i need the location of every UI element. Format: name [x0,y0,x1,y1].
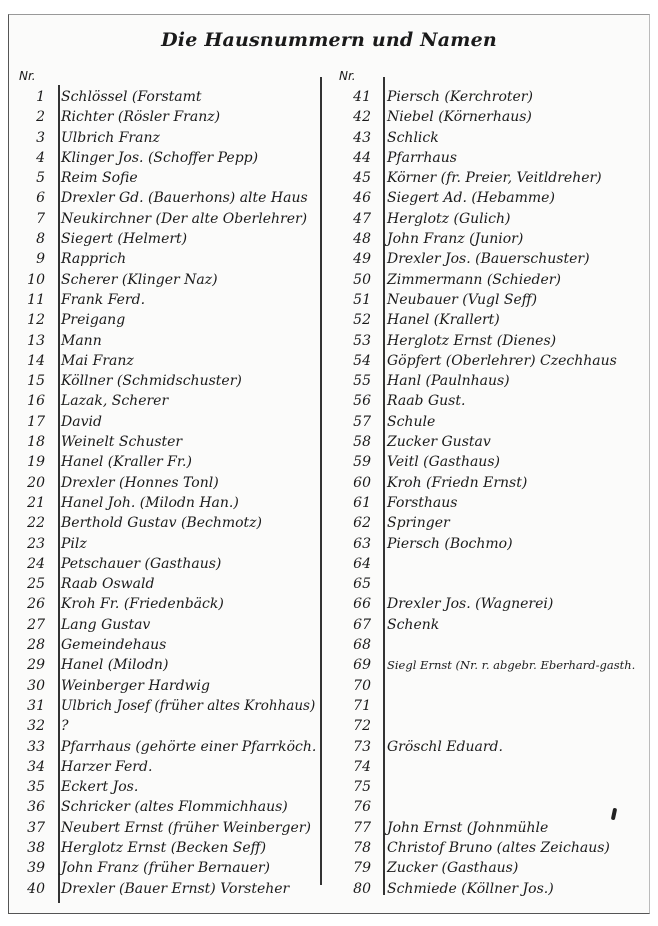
house-number: 13 [27,332,45,349]
house-number: 70 [353,677,371,694]
house-name: Lang Gustav [61,616,151,633]
house-name: Ulbrich Franz [61,129,160,146]
house-name: Köllner (Schmidschuster) [61,373,242,390]
house-name: Kroh Fr. (Friedenbäck) [61,596,224,613]
house-number: 51 [353,291,371,308]
house-name: Hanel Joh. (Milodn Han.) [61,494,239,511]
house-number: 35 [27,779,45,796]
house-number: 28 [27,637,45,654]
house-name: Drexler (Bauer Ernst) Vorsteher [61,880,290,897]
house-number: 64 [353,555,371,572]
house-number: 14 [27,352,45,369]
house-number: 80 [353,880,371,897]
house-name: Lazak, Scherer [61,393,169,410]
house-number: 41 [353,89,371,105]
house-name: Herglotz Ernst (Dienes) [387,332,557,349]
right-number-divider [383,77,385,895]
house-number: 8 [36,231,45,248]
house-number: 63 [353,535,371,552]
house-number: 45 [353,170,371,187]
house-name: Neubert Ernst (früher Weinberger) [61,819,311,836]
house-number: 19 [27,454,45,471]
house-number: 18 [27,434,45,451]
house-number: 56 [353,393,371,410]
house-name: Siegert (Helmert) [61,231,188,248]
house-number: 10 [27,271,45,288]
house-number: 50 [353,271,371,288]
house-number: 37 [27,819,45,836]
house-number: 68 [353,637,371,654]
house-number: 40 [27,880,45,897]
house-name: Schlick [387,129,439,146]
house-name: Zimmermann (Schieder) [387,271,561,288]
house-name: John Franz (Junior) [387,231,524,248]
house-name: Harzer Ferd. [61,758,153,775]
house-name: Christof Bruno (altes Zeichaus) [387,839,610,856]
house-number: 79 [353,860,371,877]
house-number: 25 [27,576,45,593]
house-number: 71 [353,697,371,714]
house-number: 29 [27,657,45,674]
house-name: Frank Ferd. [61,291,146,308]
document-frame [8,14,650,914]
house-number: 4 [36,149,45,166]
nr-header-left: Nr. [19,69,36,83]
house-name: Richter (Rösler Franz) [61,109,221,126]
house-number: 72 [353,718,371,735]
house-number: 55 [353,373,371,390]
house-number: 67 [353,616,371,633]
house-name: Drexler Jos. (Bauerschuster) [387,251,590,268]
house-number: 9 [36,251,45,268]
house-name: Piersch (Bochmo) [387,535,513,552]
house-name: Hanel (Kraller Fr.) [61,454,192,471]
nr-header-right: Nr. [339,69,356,83]
house-number: 62 [353,515,371,532]
house-number: 43 [353,129,371,146]
house-number: 20 [27,474,45,491]
house-number: 60 [353,474,371,491]
house-number: 3 [36,129,45,146]
house-number: 59 [353,454,371,471]
house-number: 49 [353,251,371,268]
house-name: Piersch (Kerchroter) [387,89,533,105]
house-number: 2 [36,109,45,126]
house-name: Schlössel (Forstamt [61,89,202,105]
house-name: Eckert Jos. [61,779,139,796]
house-name: Zucker Gustav [387,434,491,451]
house-name: Hanel (Milodn) [61,657,169,674]
house-name: Berthold Gustav (Bechmotz) [61,515,263,532]
house-number: 31 [27,697,45,714]
house-name: Niebel (Körnerhaus) [387,109,532,126]
house-number: 65 [353,576,371,593]
house-number: 24 [27,555,45,572]
house-number: 26 [27,596,45,613]
house-name: Hanel (Krallert) [387,312,500,329]
house-name: Mann [61,332,102,349]
house-name: Hanl (Paulnhaus) [387,373,510,390]
house-name: Scherer (Klinger Naz) [61,271,218,288]
house-name: Neukirchner (Der alte Oberlehrer) [61,210,308,227]
house-name: Drexler Gd. (Bauerhons) alte Haus [61,190,308,207]
house-number: 12 [27,312,45,329]
house-name: Pilz [61,535,87,552]
house-number: 48 [353,231,371,248]
house-number: 74 [353,758,371,775]
house-name: Siegl Ernst (Nr. r. abgebr. Eberhard-gasth. [387,658,636,673]
house-number: 76 [353,799,371,816]
house-name: Gröschl Eduard. [387,738,503,755]
house-number: 47 [353,210,371,227]
house-number: 27 [27,616,45,633]
house-number: 58 [353,434,371,451]
house-number: 73 [353,738,371,755]
house-number: 66 [353,596,371,613]
house-name: Körner (fr. Preier, Veitldreher) [387,170,602,187]
house-number: 39 [27,860,45,877]
left-number-divider [58,85,60,903]
house-number: 38 [27,839,45,856]
house-number: 46 [353,190,371,207]
house-number: 32 [27,718,45,735]
house-name: ? [61,718,69,735]
house-number: 34 [27,758,45,775]
house-number: 23 [27,535,45,552]
house-number: 61 [353,494,371,511]
house-name: Neubauer (Vugl Seff) [387,291,538,308]
house-number: 33 [27,738,45,755]
house-name: Drexler Jos. (Wagnerei) [387,596,554,613]
house-name: Veitl (Gasthaus) [387,454,500,471]
house-name: Schricker (altes Flommichhaus) [61,799,288,816]
house-number: 15 [27,373,45,390]
house-name: Herglotz Ernst (Becken Seff) [61,839,267,856]
house-name: Petschauer (Gasthaus) [61,555,222,572]
house-number: 5 [36,170,45,187]
house-number: 53 [353,332,371,349]
house-number: 11 [27,291,45,308]
house-name: Pfarrhaus [387,149,457,166]
house-name: Pfarrhaus (gehörte einer Pfarrköch. [61,738,317,755]
house-name: Drexler (Honnes Tonl) [61,474,219,491]
house-name: Ulbrich Josef (früher altes Krohhaus) [61,697,316,714]
house-name: Schule [387,413,436,430]
house-number: 17 [27,413,45,430]
house-number: 30 [27,677,45,694]
house-name: Göpfert (Oberlehrer) Czechhaus [387,352,617,369]
house-name: Forsthaus [387,494,458,511]
house-name: Schmiede (Köllner Jos.) [387,880,554,897]
house-number: 77 [353,819,371,836]
house-number: 44 [353,149,371,166]
house-number: 54 [353,352,371,369]
house-name: Springer [387,515,450,532]
house-number: 7 [36,210,45,227]
house-name: Raab Gust. [387,393,466,410]
house-name: Weinberger Hardwig [61,677,210,694]
house-name: Raab Oswald [61,576,155,593]
house-number: 22 [27,515,45,532]
house-name: John Ernst (Johnmühle [387,819,549,836]
house-number: 75 [353,779,371,796]
house-name: John Franz (früher Bernauer) [61,860,271,877]
house-name: Zucker (Gasthaus) [387,860,519,877]
house-number: 69 [353,657,371,674]
house-name: David [61,413,102,430]
house-name: Gemeindehaus [61,637,167,654]
house-name: Weinelt Schuster [61,434,183,451]
house-name: Mai Franz [61,352,134,369]
house-number: 16 [27,393,45,410]
house-name: Reim Sofie [61,170,138,187]
house-number: 21 [27,494,45,511]
house-name: Klinger Jos. (Schoffer Pepp) [61,149,259,166]
house-number: 6 [36,190,45,207]
house-number: 52 [353,312,371,329]
house-name: Schenk [387,616,440,633]
house-number: 57 [353,413,371,430]
house-number: 1 [36,89,45,105]
house-name: Preigang [61,312,126,329]
house-number: 36 [27,799,45,816]
page-title: Die Hausnummern und Namen [161,29,497,51]
house-number: 42 [353,109,371,126]
center-divider [320,77,322,885]
house-name: Rapprich [61,251,127,268]
house-name: Herglotz (Gulich) [387,210,511,227]
house-name: Siegert Ad. (Hebamme) [387,190,555,207]
house-number: 78 [353,839,371,856]
house-name: Kroh (Friedn Ernst) [387,474,528,491]
